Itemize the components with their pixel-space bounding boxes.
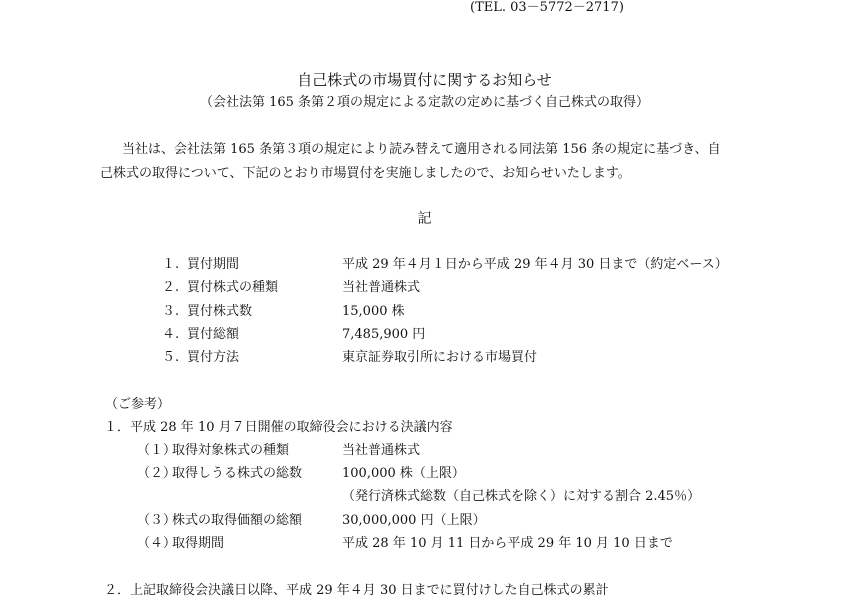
item-value: 東京証券取引所における市場買付 bbox=[342, 350, 538, 365]
sub-item-label: 取得しうる株式の総数 bbox=[172, 466, 303, 481]
sub-item-value: 30,000,000 円（上限） bbox=[342, 513, 486, 528]
sub-item-number: （３） bbox=[137, 513, 177, 528]
sub-item-label: 取得期間 bbox=[172, 536, 225, 551]
item-number: ５. bbox=[162, 350, 180, 365]
item-number: ４. bbox=[162, 327, 180, 342]
document-title: 自己株式の市場買付に関するお知らせ bbox=[297, 71, 552, 89]
tel-number: (TEL. 03－5772－2717) bbox=[470, 0, 624, 15]
item-number: １. bbox=[162, 257, 180, 272]
sub-item-label: 取得対象株式の種類 bbox=[172, 443, 290, 458]
item-label: 買付方法 bbox=[187, 350, 240, 365]
item-value: 平成 29 年４月１日から平成 29 年４月 30 日まで（約定ベース） bbox=[342, 257, 728, 272]
intro-line-2: 己株式の取得について、下記のとおり市場買付を実施しましたので、お知らせいたします。 bbox=[100, 166, 631, 181]
sub-item-value: 平成 28 年 10 月 11 日から平成 29 年 10 月 10 日まで bbox=[342, 536, 673, 551]
item-label: 買付株式の種類 bbox=[187, 280, 279, 295]
reference-section-1-title: １．平成 28 年 10 月７日開催の取締役会における決議内容 bbox=[104, 420, 453, 435]
sub-item-label: 株式の取得価額の総額 bbox=[172, 513, 303, 528]
sub-item-number: （４） bbox=[137, 536, 177, 551]
reference-heading: （ご参考） bbox=[105, 397, 171, 412]
item-value: 7,485,900 円 bbox=[342, 327, 426, 342]
sub-item-value: 100,000 株（上限） bbox=[342, 466, 465, 481]
item-label: 買付総額 bbox=[187, 327, 240, 342]
item-label: 買付期間 bbox=[187, 257, 240, 272]
sub-item-number: （１） bbox=[137, 443, 177, 458]
sub-item-note: （発行済株式総数（自己株式を除く）に対する割合 2.45％） bbox=[342, 489, 701, 504]
ki-heading: 記 bbox=[417, 211, 432, 227]
sub-item-value: 当社普通株式 bbox=[342, 443, 421, 458]
item-label: 買付株式数 bbox=[187, 304, 253, 319]
item-value: 15,000 株 bbox=[342, 304, 405, 319]
sub-item-number: （２） bbox=[137, 466, 177, 481]
document-subtitle: （会社法第 165 条第２項の規定による定款の定めに基づく自己株式の取得） bbox=[199, 95, 650, 110]
reference-section-2-title: ２．上記取締役会決議日以降、平成 29 年４月 30 日までに買付けした自己株式の累計 bbox=[104, 583, 609, 598]
item-number: ３. bbox=[162, 304, 180, 319]
item-value: 当社普通株式 bbox=[342, 280, 421, 295]
intro-line-1: 当社は、会社法第 165 条第３項の規定により読み替えて適用される同法第 156 条の規定に基づき、自 bbox=[122, 142, 721, 157]
item-number: ２. bbox=[162, 280, 180, 295]
